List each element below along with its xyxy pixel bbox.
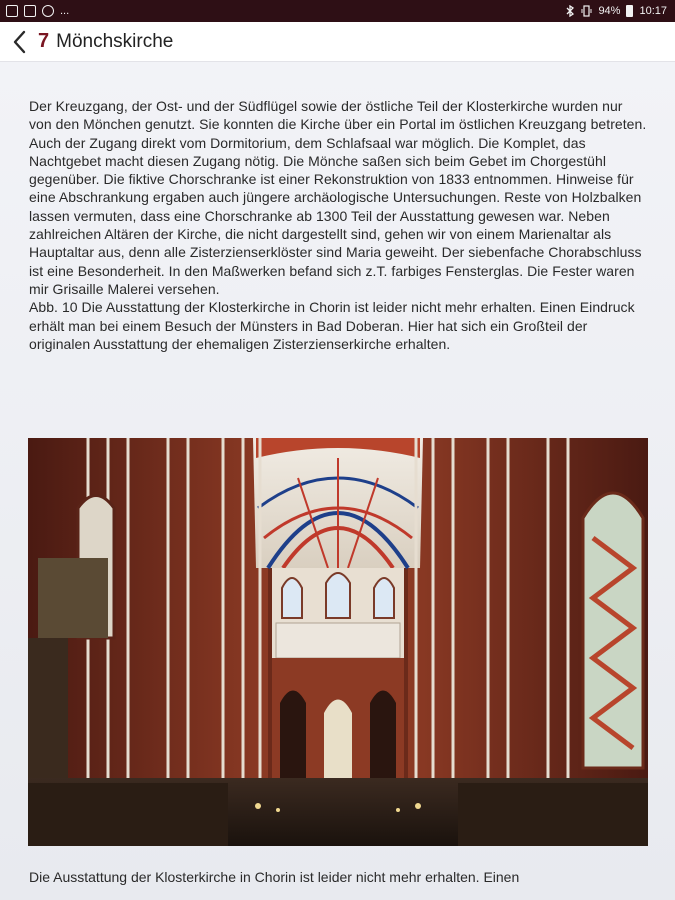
- page-title: Mönchskirche: [56, 30, 174, 52]
- article-paragraph: Der Kreuzgang, der Ost- und der Südflügel sowie der östliche Teil der Klosterkirche wurden nur von den Mönchen genutzt. Sie konnten die Kirche über ein Portal im östlichen Kreuzgang betreten. Auch der Zugang direkt vom Dormitorium, dem Schlafsaal war möglich. Die Komplet, das Nachtgebet macht diesen Zugang nötig. Die Mönche saßen sich beim Gebet im Chorgestühl gegenüber. Die fiktive Chorschranke ist einer Rekonstruktion von 1833 entnommen. Hinweise für eine Abschrankung ergaben auch jüngere archäologische Untersuchungen. Reste von Holzbalken lassen vermuten, dass eine Chorschranke ab 1300 Teil der Ausstattung gewesen war. Neben zahlreichen Altären der Kirche, die nicht dargestellt sind, gehen wir von einem Marienaltar als Hauptaltar aus, denn alle Zisterzienserklöster sind Maria geweiht. Der siebenfache Chorabschluss ist eine Besonderheit. In den Maßwerken befand sich z.T. farbiges Fensterglas. Die Fester waren mir Grisaille Malerei versehen.: [29, 98, 647, 297]
- content-area[interactable]: [0, 62, 675, 900]
- more-notifications-indicator: ...: [60, 5, 70, 17]
- figure-reference-paragraph: Abb. 10 Die Ausstattung der Klosterkirche in Chorin ist leider nicht mehr erhalten. Einen Eindruck erhält man bei einem Besuch der Münsters in Bad Doberan. Hier hat sich ein Großteil der originalen Ausstattung der ehemaligen Zisterzienserkirche erhalten.: [29, 299, 635, 352]
- status-bar: [0, 0, 675, 22]
- battery-percentage: 94%: [598, 5, 621, 17]
- vibrate-icon: [581, 5, 592, 17]
- status-bar-system: [566, 5, 667, 17]
- clock: 10:17: [639, 5, 667, 17]
- image-notification-icon: [6, 5, 18, 17]
- church-interior-photo[interactable]: [28, 438, 648, 846]
- church-interior-illustration: [28, 438, 648, 846]
- app-notification-icon: [42, 5, 54, 17]
- station-number: 7: [38, 30, 50, 52]
- photo-caption: Die Ausstattung der Klosterkirche in Chorin ist leider nicht mehr erhalten. Einen: [29, 869, 520, 885]
- status-bar-notifications: [6, 5, 69, 17]
- flipboard-notification-icon: [24, 5, 36, 17]
- chevron-left-icon: [12, 30, 28, 54]
- app-bar: [0, 22, 675, 62]
- article-text: [29, 97, 649, 353]
- battery-icon: [626, 5, 633, 17]
- bluetooth-icon: [566, 5, 575, 17]
- back-button[interactable]: [4, 22, 36, 62]
